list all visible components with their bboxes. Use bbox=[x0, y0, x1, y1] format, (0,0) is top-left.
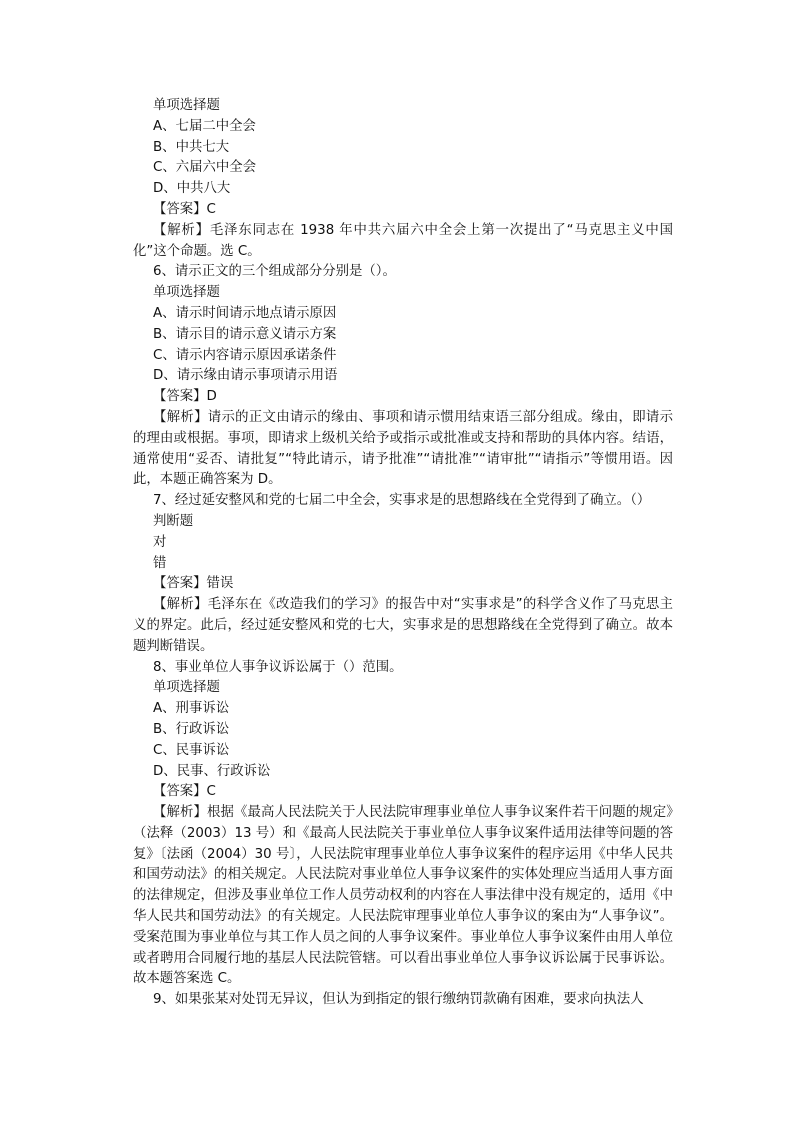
text-line: 对 bbox=[153, 534, 167, 550]
text-line: A、七届二中全会 bbox=[153, 118, 256, 134]
text-line: 7、经过延安整风和党的七届二中全会，实事求是的思想路线在全党得到了确立。（） bbox=[153, 493, 651, 509]
text-line: 【答案】C bbox=[153, 201, 216, 217]
document-body bbox=[133, 96, 673, 1011]
text-line: 判断题 bbox=[153, 513, 194, 529]
explanation-paragraph: 【解析】请示的正文由请示的缘由、事项和请示惯用结束语三部分组成。缘由，即请示的理由或根据。事项，即请求上级机关给予或指示或批准或支持和帮助的具体内容。结语，通常使用“妥否、请批复”“特此请示，请予批准”“请批准”“请审批”“请指示”等惯用语。因此，本题正确答案为 D。 bbox=[133, 409, 673, 488]
explanation-paragraph: 【解析】根据《最高人民法院关于人民法院审理事业单位人事争议案件若干问题的规定》（法释（2003）13 号）和《最高人民法院关于事业单位人事争议案件适用法律等问题的答复》〔法函（2004）30 号〕，人民法院审理事业单位人事争议案件的程序运用《中华人民共和国劳动法》的相关规定。人民法院对事业单位人事争议案件的实体处理应当适用人事方面的法律规定，但涉及事业单位工作人员劳动权利的内容在人事法律中没有规定的，适用《中华人民共和国劳动法》的有关规定。人民法院审理事业单位人事争议的案由为“人事争议”。受案范围为事业单位与其工作人员之间的人事争议案件。事业单位人事争议案件由用人单位或者聘用合同履行地的基层人民法院管辖。可以看出事业单位人事争议诉讼属于民事诉讼。故本题答案选 C。 bbox=[133, 805, 673, 987]
text-line: 9、如果张某对处罚无异议，但认为到指定的银行缴纳罚款确有困难，要求向执法人 bbox=[153, 992, 644, 1008]
text-line: 【答案】D bbox=[153, 389, 217, 405]
text-line: 单项选择题 bbox=[153, 680, 220, 696]
text-line: C、民事诉讼 bbox=[153, 742, 230, 758]
text-line: 单项选择题 bbox=[153, 285, 220, 301]
explanation-paragraph: 【解析】毛泽东同志在 1938 年中共六届六中全会上第一次提出了“马克思主义中国化”这个命题。选 C。 bbox=[133, 222, 673, 259]
text-line: 6、请示正文的三个组成部分分别是（）。 bbox=[153, 264, 396, 280]
text-line: B、中共七大 bbox=[153, 139, 230, 155]
text-line: D、中共八大 bbox=[153, 181, 231, 197]
text-line: C、请示内容请示原因承诺条件 bbox=[153, 347, 337, 363]
explanation-paragraph: 【解析】毛泽东在《改造我们的学习》的报告中对“实事求是”的科学含义作了马克思主义的界定。此后，经过延安整风和党的七大，实事求是的思想路线在全党得到了确立。故本题判断错误。 bbox=[133, 597, 673, 654]
text-line: 8、事业单位人事争议诉讼属于（）范围。 bbox=[153, 659, 403, 675]
text-line: A、请示时间请示地点请示原因 bbox=[153, 305, 337, 321]
text-line: B、请示目的请示意义请示方案 bbox=[153, 326, 337, 342]
text-line: A、刑事诉讼 bbox=[153, 701, 230, 717]
text-line: 【答案】C bbox=[153, 784, 216, 800]
text-line: 单项选择题 bbox=[153, 98, 220, 113]
text-line: B、行政诉讼 bbox=[153, 721, 230, 737]
text-line: C、六届六中全会 bbox=[153, 160, 257, 176]
text-line: 错 bbox=[153, 555, 167, 571]
text-line: D、请示缘由请示事项请示用语 bbox=[153, 368, 338, 384]
text-line: 【答案】错误 bbox=[153, 576, 234, 592]
text-line: D、民事、行政诉讼 bbox=[153, 763, 271, 779]
